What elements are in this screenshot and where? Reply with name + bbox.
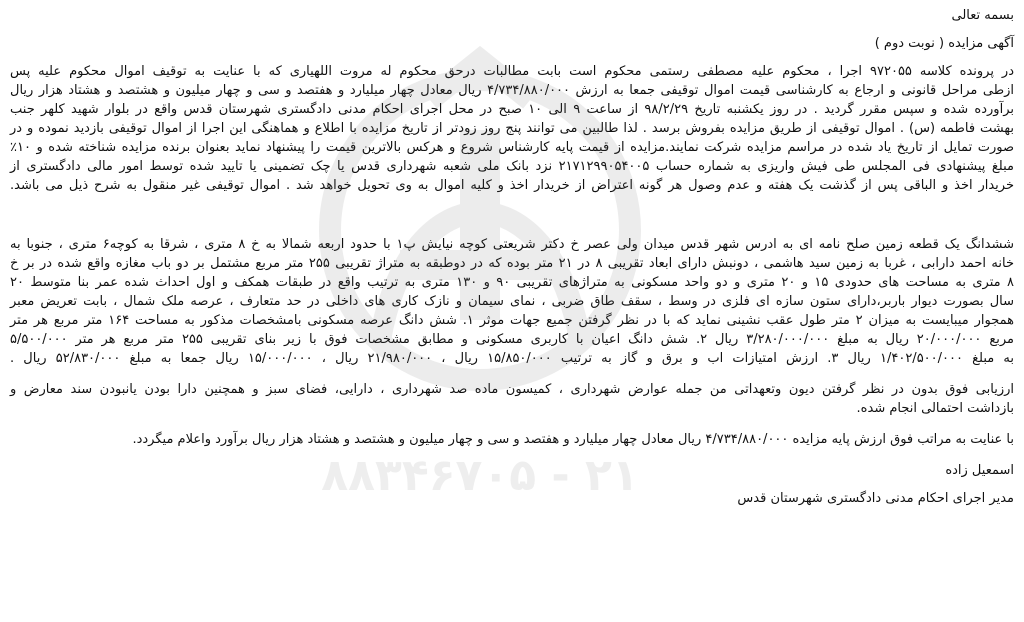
base-price-statement: با عنایت به مراتب فوق ارزش پایه مزایده ۴/۷۳۴/۸۸۰/۰۰۰ ریال معادل چهار میلیارد و هفتصد و سی و چهار میلیون و هشتصد و هشتاد هزار ریال برآورد واعلام میگردد. [132,432,1014,447]
paragraph-line: در پرونده کلاسه ۹۷۲۰۵۵ اجرا ، محکوم علیه مصطفی رستمی محکوم است بابت مطالبات درحق محکوم له مروت اللهیاری که با عنایت به توقیف اموال محکوم علیه پس [10,64,1015,79]
paragraph-line: ازطی مراحل قانونی و ارجاع به کارشناسی قیمت اموال توقیفی جمعا به ارزش ۴/۷۳۴/۸۸۰/۰۰۰ ریال معادل چهار میلیارد و هفتصد و سی و چهار میلیون و هشتصد و هشتاد هزار ریال [10,83,1014,98]
paragraph-line: ارزیابی فوق بدون در نظر گرفتن دیون وتعهداتی من جمله عوارض شهرداری ، کمیسون ماده صد شهرداری ، دارایی، فضای سبز و همچنین دارا بودن یانبودن سند معارض و [10,382,1014,397]
paragraph-line: همجوار میبایست به میزان ۲ متر طول عقب نشینی نماید که با در نظر گرفتن جمیع جهات موثر ۱. شش دانگ عرصه مسکونی بامشخصات مذکور به مساحت ۱۶۴ متر مربع هر متر [10,313,1014,328]
paragraph-line: برآورده شده و سپس مقرر گردید . در روز یکشنبه تاریخ ۹۸/۲/۲۹ از ساعت ۹ الی ۱۰ صبح در محل اجرای احکام مدنی دادگستری شهرستان قدس واقع در بلوار شهید کلهر جنب [10,102,1014,117]
paragraph-line: ششدانگ یک قطعه زمین صلح نامه ای به ادرس شهر قدس میدان ولی عصر خ دکتر شریعتی کوچه نیایش پ۱ با حدود اربعه شمالا به خ ۸ متری ، شرقا به کوچه۶ متری ، جنوبا به [10,237,1014,252]
paragraph-line: مبلغ پیشنهادی فی المجلس طی فیش واریزی به شماره حساب ۲۱۷۱۲۹۹۰۵۴۰۰۵ نزد بانک ملی شعبه شهرداری قدس یا چک تضمینی یا تایید شده توسط امور مالی دادگستری از [10,159,1014,174]
basmala: بسمه تعالی [951,8,1014,23]
paragraph-line: مربع ۲۰/۰۰۰/۰۰۰ ریال به مبلغ ۳/۲۸۰/۰۰۰/۰۰۰ ریال ۲. شش دانگ اعیان با کاربری مسکونی و مطابق مشخصات فوق با زیر بنای تقریبی ۲۵۵ متر مربع هر متر ۵/۵۰۰/۰۰۰ [10,332,1014,347]
signer-name: اسمعیل زاده [945,463,1014,478]
property-description [10,235,1014,368]
signer-role: مدیر اجرای احکام مدنی دادگستری شهرستان قدس [737,491,1014,506]
paragraph-line: به مبلغ ۱/۴۰۲/۵۰۰/۰۰۰ ریال ۳. ارزش امتیازات اب و برق و گاز به ترتیب ۱۵/۸۵۰/۰۰۰ ریال ، ۲۱/۹۸۰/۰۰۰ ریال ، ۱۵/۰۰۰/۰۰۰ ریال جمعا به مبلغ ۵۲/۸۳۰/۰۰۰ ریال . [10,351,1014,366]
valuation-note [10,380,1014,418]
notice-title: آگهی مزایده ( نوبت دوم ) [874,36,1014,51]
notice-paragraph-1 [10,62,1014,195]
watermark-phone: ۲۱ - ۸۸۳۴۶۷۰۵ [321,450,639,501]
paragraph-line: خانه احمد دارابی ، غربا به زمین سید هاشمی ، دونبش دارای ابعاد تقریبی ۸ در ۲۱ متر بوده که در دوطبقه به متراژ تقریبی ۲۵۵ متر مربع مشتمل بر دو باب مغازه واقع شده در بر خ [10,256,1014,271]
paragraph-line: بهشت فاطمه (س) . اموال توقیفی از طریق مزایده بفروش برسد . لذا طالبین می توانند پنج روز زودتر از تاریخ مزایده با اطلاع و هماهنگی این اجرا از اموال توقیفی بازدید نموده و در [10,121,1014,136]
paragraph-line: سال بصورت دیوار باربر،دارای ستون سازه ای فلزی در وسط ، سقف طاق ضربی ، نمای سیمان و نازک کاری های داخلی در حد متعارف ، عرصه ملک شمال ، بابت تعریض معبر [10,294,1014,309]
paragraph-line: صورت تمایل از تاریخ یاد شده در مراسم مزایده شرکت نمایند.مزایده از قیمت پایه کارشناس شروع و هرکس بالاترین قیمت را پیشنهاد نماید بعنوان برنده مزایده شناخته شده و ۱۰٪ [10,140,1014,155]
paragraph-line: خریدار اخذ و الباقی پس از گذشت یک هفته و عدم وصول هر گونه اعتراض از خریدار اخذ و کلیه اموال به وی تحویل خواهد شد . اموال توقیفی غیر منقول به شرح ذیل می باشد. [10,178,1014,193]
paragraph-line: ۸ متری به مساحت های حدودی ۱۵ و ۲۰ متری و دو واحد مسکونی به متراژهای تقریبی ۹۰ و ۱۳۰ متری به ترتیب واقع در طبقات همکف و اول احداث شده عمر بنا متوسط ۲۰ [10,275,1015,290]
paragraph-line: بازداشت احتمالی انجام شده. [856,401,1014,416]
